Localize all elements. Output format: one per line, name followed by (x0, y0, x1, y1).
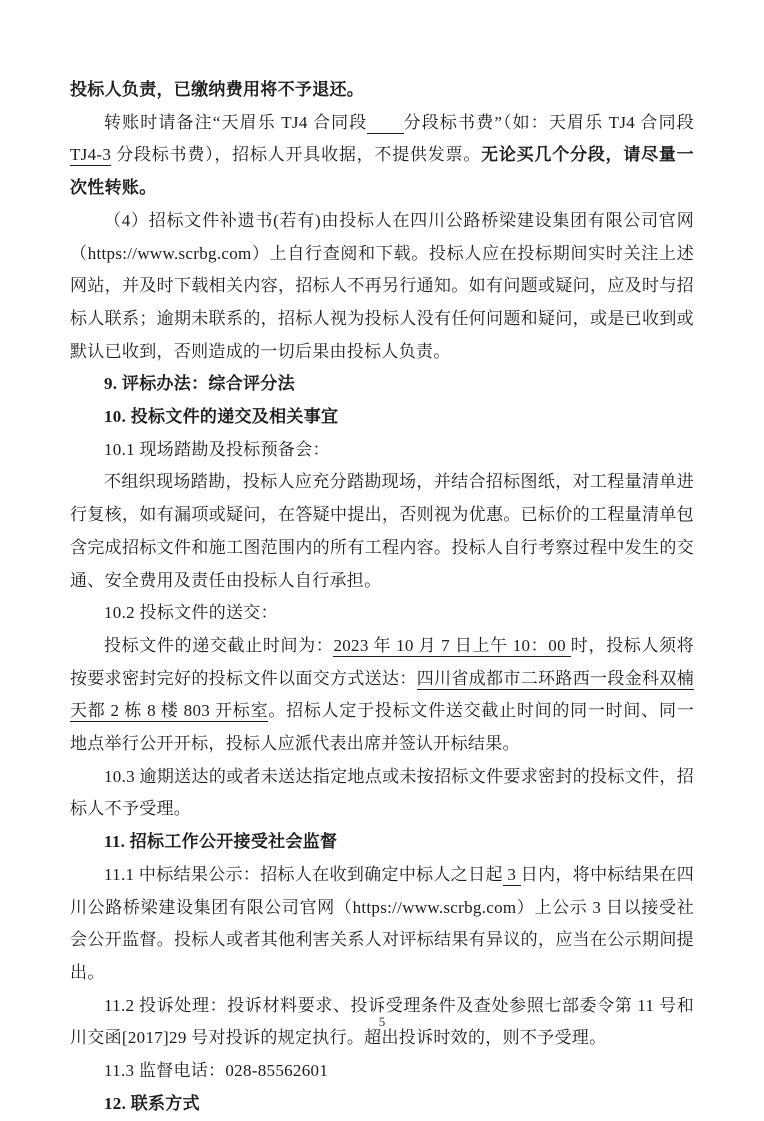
text-run: 11. 招标工作公开接受社会监督 (104, 832, 338, 852)
text-run: 转账时请备注“天眉乐 TJ4 合同段 (104, 112, 368, 132)
refund-notice (70, 74, 694, 107)
underlined-text (367, 113, 403, 134)
clause-4-addendum (70, 205, 694, 369)
text-run: 。招标人定于投标文件送交截止时间的同一时间、同一地点举行公开开标，投标人应派代表出席并签认开标结果。 (70, 701, 694, 754)
text-run: 投标文件的递交截止时间为： (104, 635, 334, 655)
clause-10-2-body (70, 630, 694, 761)
clause-10-3-late-delivery (70, 761, 694, 826)
document-body (70, 74, 694, 1121)
clause-10-1-title (70, 434, 694, 467)
clause-10-2-title (70, 597, 694, 630)
clause-11-1-result-publicity (70, 859, 694, 990)
text-run: 10. 投标文件的递交及相关事宜 (104, 407, 339, 427)
clause-11-3-supervision-phone (70, 1055, 694, 1088)
text-run: 9. 评标办法：综合评分法 (104, 374, 295, 394)
text-run: 10.2 投标文件的送交： (104, 603, 278, 623)
heading-11-public-supervision (70, 826, 694, 859)
underlined-text: 3 (502, 864, 521, 884)
text-run: 投标人负责，已缴纳费用将不予退还。 (70, 80, 365, 99)
text-run: 时，投标人须将按要求密封完好的投标文件以面交方式送达： (70, 635, 694, 688)
text-run: 10.3 逾期送达的或者未送达指定地点或未按招标文件要求密封的投标文件，招标人不予受理。 (70, 766, 694, 819)
text-run: 11.1 中标结果公示：招标人在收到确定中标人之日起 (104, 864, 503, 884)
transfer-remark-note (70, 107, 694, 205)
underlined-text: TJ4-3 (70, 145, 112, 165)
text-run: 分段标书费”（如：天眉乐 TJ4 合同段 (403, 112, 694, 132)
underlined-text: 2023 年 10 月 7 日上午 10：00 (333, 635, 571, 655)
text-run: 无论买几个分段，请尽量一次性转账。 (70, 145, 694, 198)
text-run: 不组织现场踏勘，投标人应充分踏勘现场，并结合招标图纸，对工程量清单进行复核，如有漏项或疑问，在答疑中提出，否则视为优惠。已标价的工程量清单包含完成招标文件和施工图范围内的所有工程内容。投标人自行考察过程中发生的交通、安全费用及责任由投标人自行承担。 (70, 472, 694, 590)
heading-9-evaluation-method (70, 368, 694, 401)
text-run: （4）招标文件补遗书(若有)由投标人在四川公路桥梁建设集团有限公司官网（https://www.scrbg.com）上自行查阅和下载。投标人应在投标期间实时关注上述网站，并及时下载相关内容，招标人不再另行通知。如有问题或疑问，应及时与招标人联系；逾期未联系的，招标人视为投标人没有任何问题和疑问，或是已收到或默认已收到，否则造成的一切后果由投标人负责。 (70, 210, 694, 361)
page-number: 5 (378, 1014, 386, 1029)
heading-10-bid-submission (70, 401, 694, 434)
heading-12-contact (70, 1088, 694, 1121)
text-run: 11.3 监督电话：028-85562601 (104, 1061, 329, 1081)
text-run: 分段标书费），招标人开具收据，不提供发票。 (111, 145, 482, 165)
text-run: 11.2 投诉处理：投诉材料要求、投诉受理条件及查处参照七部委令第 11 号和川交函[2017]29 号对投诉的规定执行。超出投诉时效的，则不予受理。 (70, 995, 694, 1048)
text-run: 12. 联系方式 (104, 1093, 200, 1113)
page-footer (0, 1014, 764, 1030)
clause-10-1-body (70, 466, 694, 597)
text-run: 日内，将中标结果在四川公路桥梁建设集团有限公司官网（https://www.scrbg.com）上公示 3 日以接受社会公开监督。投标人或者其他利害关系人对评标结果有异议的，应当在公示期间提出。 (70, 864, 695, 982)
underlined-text: 四川省成都市二环路西一段金科双楠天都 2 栋 8 楼 803 开标室 (70, 668, 694, 721)
text-run: 10.1 现场踏勘及投标预备会： (104, 439, 330, 459)
